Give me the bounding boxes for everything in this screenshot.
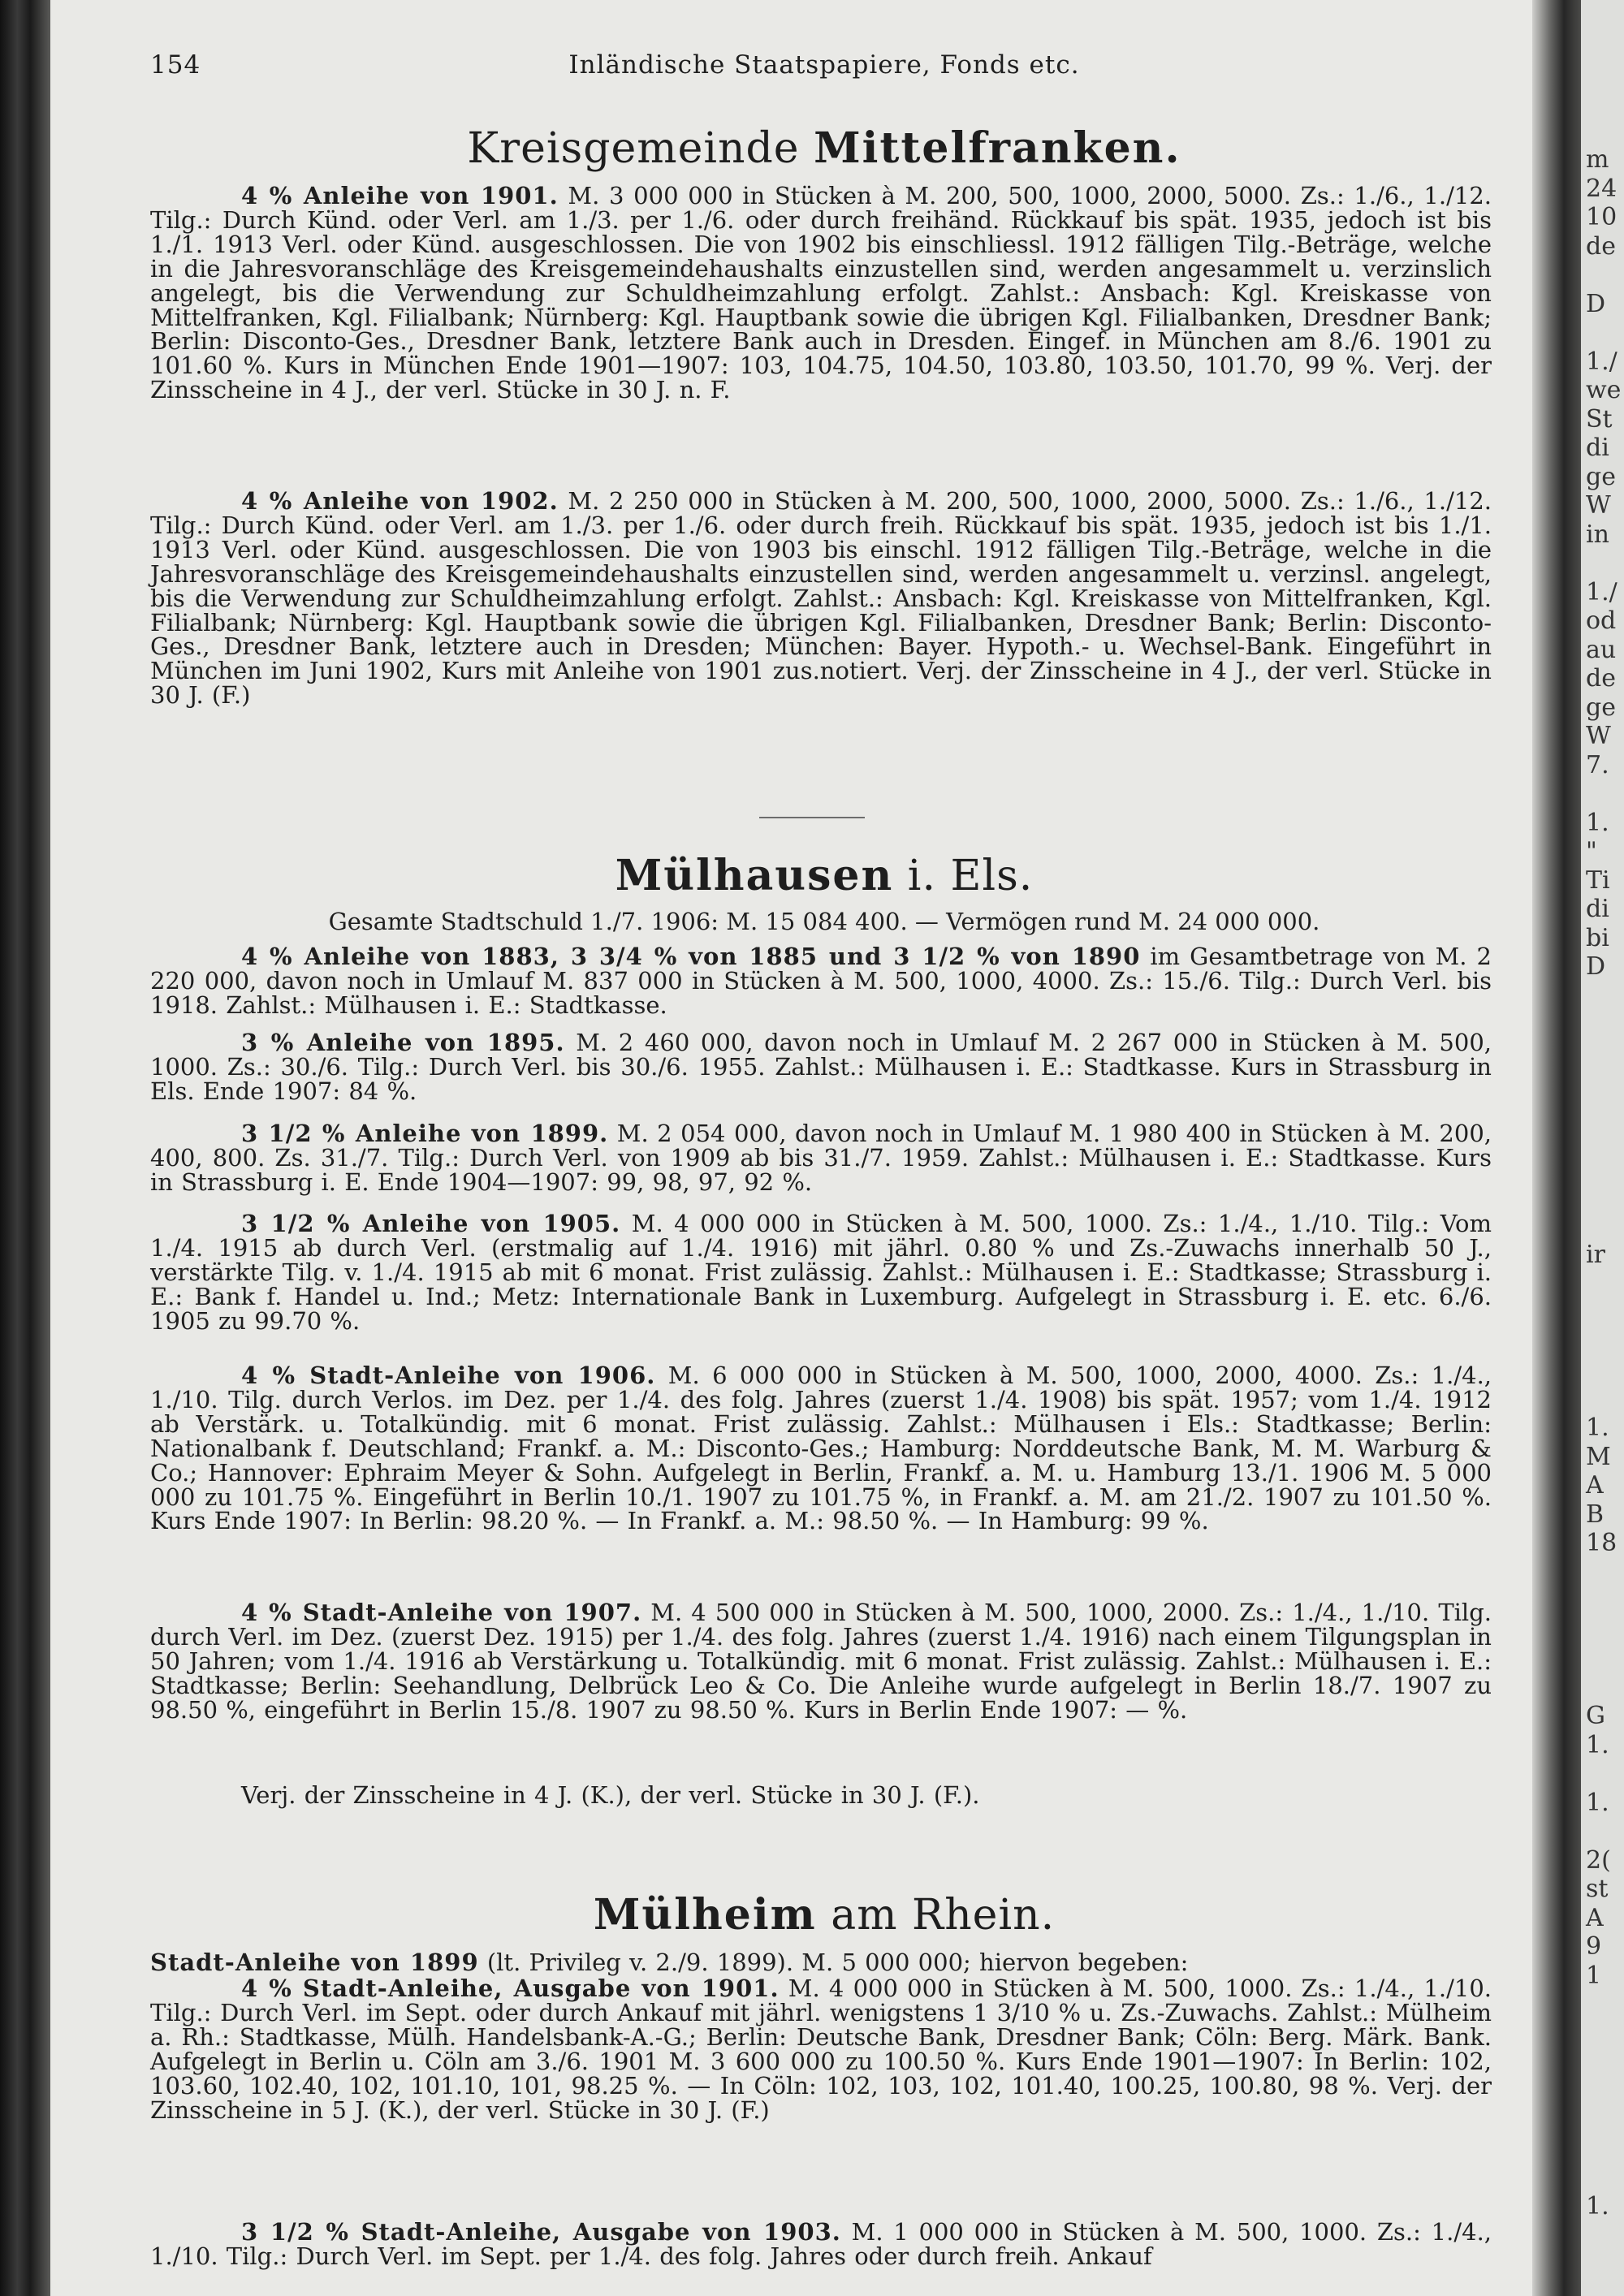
adjacent-page-fragment: ge xyxy=(1586,693,1616,722)
adjacent-page-fragment: di xyxy=(1586,434,1609,462)
adjacent-page-fragment: Ti xyxy=(1586,865,1610,895)
entry-body: (lt. Privileg v. 2./9. 1899). M. 5 000 000; hiervon begeben: xyxy=(478,1949,1189,1976)
entry-anleihe-1901 xyxy=(150,184,1492,403)
entry-body: M. 2 250 000 in Stücken à M. 200, 500, 1000, 2000, 5000. Zs.: 1./6., 1./12. Tilg.: Durch Künd. oder Verl. am 1./3. per 1./6. oder durch freih. Rückkauf bis spät. 1935, jedoch ist bis 1./1. 1913 Verl. oder Künd. ausgeschlossen. Die von 1903 bis einschl. 1912 fälligen Tilg.-Beträge, welche in die Jahresvoranschläge des Kreisgemeindehaushalts einzustellen sind, werden angesammelt u. verzinsl. angelegt, bis die Verwendung zur Schuldheimzahlung erfolgt. Zahlst.: Ansbach: Kgl. Kreiskasse von Mittelfranken, Kgl. Filialbank; Nürnberg: Kgl. Hauptbank sowie die übrigen Kgl. Filialbanken, Dresdner Bank; Berlin: Disconto-Ges., Dresdner Bank, letztere auch in Dresden; München: Bayer. Hypoth.- u. Wechsel-Bank. Eingeführt in München im Juni 1902, Kurs mit Anleihe von 1901 zus.notiert. Verj. der Zinsscheine in 4 J., der verl. Stücke in 30 J. (F.) xyxy=(150,487,1492,710)
adjacent-page-fragment: W xyxy=(1586,722,1611,750)
adjacent-page-fragment: 24 xyxy=(1586,174,1618,203)
adjacent-page-fragment: 10 xyxy=(1586,203,1618,231)
adjacent-page-fragment: 1./ xyxy=(1586,577,1618,606)
entry-heading: 4 % Stadt-Anleihe von 1906. xyxy=(241,1362,656,1389)
adjacent-page-fragment: m xyxy=(1586,145,1609,174)
entry-stadt-anleihe-1907 xyxy=(150,1601,1492,1723)
adjacent-page-fragment: 2( xyxy=(1586,1845,1611,1875)
section-title-mittelfranken: Kreisgemeinde Mittelfranken. xyxy=(467,123,1181,173)
section-title-muelhausen: Mülhausen i. Els. xyxy=(615,851,1034,900)
adjacent-page-fragment: st xyxy=(1586,1875,1609,1903)
adjacent-page-fragment: 7. xyxy=(1586,750,1609,779)
adjacent-page-fragment: we xyxy=(1586,376,1622,404)
entry-anleihe-1895 xyxy=(150,1031,1492,1104)
entry-body: M. 3 000 000 in Stücken à M. 200, 500, 1000, 2000, 5000. Zs.: 1./6., 1./12. Tilg.: Durch Künd. oder Verl. am 1./3. per 1./6. oder durch freihänd. Rückkauf bis spät. 1935, jedoch ist bis 1./1. 1913 Verl. oder Künd. ausgeschlossen. Die von 1902 bis einschliessl. 1912 fälligen Tilg.-Beträge, welche in die Jahresvoranschläge des Kreisgemeindehaushalts einzustellen sind, werden angesammelt u. verzinslich angelegt, bis die Verwendung zur Schuldheimzahlung erfolgt. Zahlst.: Ansbach: Kgl. Kreiskasse von Mittelfranken, Kgl. Filialbank; Nürnberg: Kgl. Hauptbank sowie die übrigen Kgl. Filialbanken, Dresdner Bank; Berlin: Disconto-Ges., Dresdner Bank, letztere Bank auch in Dresden. Eingef. in München am 8./6. 1901 zu 101.60 %. Kurs in München Ende 1901—1907: 103, 104.75, 104.50, 103.80, 103.50, 101.70, 99 %. Verj. der Zinsscheine in 4 J., der verl. Stücke in 30 J. n. F. xyxy=(150,182,1492,404)
adjacent-page-fragment: 1. xyxy=(1586,1413,1609,1442)
entry-body: M. 2 054 000, davon noch in Umlauf M. 1 980 400 in Stücken à M. 200, 400, 800. Zs. 31./7. Tilg.: Durch Verl. von 1909 ab bis 31./7. 1959. Zahlst.: Mülhausen i. E.: Stadtkasse. Kurs in Strassburg i. E. Ende 1904—1907: 99, 98, 97, 92 %. xyxy=(150,1120,1492,1196)
adjacent-page-fragment: G xyxy=(1586,1702,1605,1730)
entry-heading: 4 % Stadt-Anleihe von 1907. xyxy=(241,1599,642,1626)
entry-anleihe-1905 xyxy=(150,1212,1492,1334)
adjacent-page-fragment: 1 xyxy=(1586,1961,1602,1990)
entry-heading: 4 % Anleihe von 1901. xyxy=(241,182,559,209)
adjacent-page-fragment: 1. xyxy=(1586,1730,1609,1759)
entry-heading: 4 % Anleihe von 1902. xyxy=(241,487,559,515)
section-title-muelheim: Mülheim am Rhein. xyxy=(593,1890,1056,1940)
entry-body: M. 6 000 000 in Stücken à M. 500, 1000, 2000, 4000. Zs.: 1./4., 1./10. Tilg. durch Verlos. im Dez. per 1./4. des folg. Jahres (zuerst 1./4. 1908) bis spät. 1957; vom 1./4. 1912 ab Verstärk. u. Totalkündig. mit 6 monat. Frist zulässig. Zahlst.: Mülhausen i Els.: Stadtkasse; Berlin: Nationalbank f. Deutschland; Frankf. a. M.: Disconto-Ges.; Hamburg: Norddeutsche Bank, M. M. Warburg & Co.; Hannover: Ephraim Meyer & Sohn. Aufgelegt in Berlin, Frankf. a. M. u. Hamburg 13./1. 1906 M. 5 000 000 zu 101.75 %. Eingeführt in Berlin 10./1. 1907 zu 101.75 %, in Frankf. a. M. am 21./2. 1907 zu 101.50 %. Kurs Ende 1907: In Berlin: 98.20 %. — In Frankf. a. M.: 98.50 %. — In Hamburg: 99 %. xyxy=(150,1362,1492,1535)
adjacent-page-fragment: di xyxy=(1586,895,1609,923)
entry-ausgabe-1903 xyxy=(150,2220,1492,2269)
page-gutter xyxy=(1532,0,1581,2296)
adjacent-page-fragment: in xyxy=(1586,520,1609,549)
entry-body: Verj. der Zinsscheine in 4 J. (K.), der verl. Stücke in 30 J. (F.). xyxy=(241,1781,980,1809)
entry-heading: 3 1/2 % Anleihe von 1905. xyxy=(241,1210,621,1237)
adjacent-page-fragment: ir xyxy=(1586,1241,1605,1269)
adjacent-page-fragment: 1. xyxy=(1586,1788,1609,1817)
adjacent-page-fragment: od xyxy=(1586,606,1617,635)
adjacent-page-fragment: 1. xyxy=(1586,2191,1609,2220)
entry-heading: 4 % Stadt-Anleihe, Ausgabe von 1901. xyxy=(241,1974,780,2002)
adjacent-page-fragment: 1./ xyxy=(1586,347,1618,376)
adjacent-page-fragment: B xyxy=(1586,1500,1605,1529)
adjacent-page-fragment: de xyxy=(1586,664,1616,693)
adjacent-page-fragment: A xyxy=(1586,1903,1604,1932)
entry-body: M. 2 460 000, davon noch in Umlauf M. 2 267 000 in Stücken à M. 500, 1000. Zs.: 30./6. Tilg.: Durch Verl. bis 30./6. 1955. Zahlst.: Mülhausen i. E.: Stadtkasse. Kurs in Strassburg in Els. Ende 1907: 84 %. xyxy=(150,1029,1492,1105)
entry-anleihe-1902 xyxy=(150,487,1492,710)
adjacent-page-fragment: D xyxy=(1586,952,1606,981)
entry-verjaehrung-note xyxy=(150,1781,1492,1809)
adjacent-page-fragment: " xyxy=(1586,837,1597,865)
entry-heading: 3 1/2 % Anleihe von 1899. xyxy=(241,1120,609,1147)
entry-ausgabe-1901 xyxy=(150,1974,1492,2124)
adjacent-page-fragment: St xyxy=(1586,404,1613,434)
entry-body: M. 4 000 000 in Stücken à M. 500, 1000. Zs.: 1./4., 1./10. Tilg.: Vom 1./4. 1915 ab durch Verl. (erstmalig auf 1./4. 1916) mit jährl. 0.80 % und Zs.-Zuwachs innerhalb 50 J., verstärkte Tilg. v. 1./4. 1915 ab mit 6 monat. Frist zulässig. Zahlst.: Mülhausen i. E.: Stadtkasse; Strassburg i. E.: Bank f. Handel u. Ind.; Metz: Internationale Bank in Luxemburg. Aufgelegt in Strassburg i. E. etc. 6./6. 1905 zu 99.70 %. xyxy=(150,1210,1492,1335)
adjacent-page-fragment: au xyxy=(1586,635,1617,664)
adjacent-page-edge xyxy=(1581,0,1624,2296)
entry-stadt-anleihe-1906 xyxy=(150,1364,1492,1534)
entry-body: M. 4 500 000 in Stücken à M. 500, 1000, 2000. Zs.: 1./4., 1./10. Tilg. durch Verl. im Dez. (zuerst Dez. 1915) per 1./4. des folg. Jahres (zuerst 1./4. 1916) nach einem Tilgungsplan in 50 Jahren; vom 1./4. 1916 ab Verstärkung u. Totalkündig. mit 6 monat. Frist zulässig. Zahlst.: Mülhausen i. E.: Stadtkasse; Berlin: Seehandlung, Delbrück Leo & Co. Die Anleihe wurde aufgelegt in Berlin 18./7. 1907 zu 98.50 %, eingeführt in Berlin 15./8. 1907 zu 98.50 %. Kurs in Berlin Ende 1907: — %. xyxy=(150,1599,1492,1724)
adjacent-page-fragment: de xyxy=(1586,231,1616,261)
page-number: 154 xyxy=(150,50,201,80)
entry-body: M. 4 000 000 in Stücken à M. 500, 1000. Zs.: 1./4., 1./10. Tilg.: Durch Verl. im Sept. oder durch Ankauf mit jährl. wenigstens 1 3/10 % u. Zs.-Zuwachs. Zahlst.: Mülheim a. Rh.: Stadtkasse, Mülh. Handelsbank-A.-G.; Berlin: Deutsche Bank, Dresdner Bank; Cöln: Berg. Märk. Bank. Aufgelegt in Berlin u. Cöln am 3./6. 1901 M. 3 600 000 zu 100.50 %. Kurs Ende 1901—1907: In Berlin: 102, 103.60, 102.40, 102, 101.10, 101, 98.25 %. — In Cöln: 102, 103, 102, 101.40, 100.25, 100.80, 98 %. Verj. der Zinsscheine in 5 J. (K.), der verl. Stücke in 30 J. (F.) xyxy=(150,1974,1492,2124)
adjacent-page-fragment: A xyxy=(1586,1471,1604,1500)
entry-body: im Gesamtbetrage von M. 2 220 000, davon noch in Umlauf M. 837 000 in Stücken à M. 500, 1000, 4000. Zs.: 15./6. Tilg.: Durch Verl. bis 1918. Zahlst.: Mülhausen i. E.: Stadtkasse. xyxy=(150,943,1492,1019)
entry-heading: Stadt-Anleihe von 1899 xyxy=(150,1949,479,1976)
book-binding-shadow xyxy=(0,0,50,2296)
running-title: Inländische Staatspapiere, Fonds etc. xyxy=(568,50,1080,80)
entry-body: M. 1 000 000 in Stücken à M. 500, 1000. Zs.: 1./4., 1./10. Tilg.: Durch Verl. im Sept. per 1./4. des folg. Jahres oder durch freih. Ankauf xyxy=(150,2218,1492,2270)
adjacent-page-fragment: D xyxy=(1586,289,1606,318)
adjacent-page-fragment: 9 xyxy=(1586,1932,1602,1961)
entry-anleihe-1883 xyxy=(150,945,1492,1018)
adjacent-page-fragment: 1. xyxy=(1586,808,1609,837)
adjacent-page-fragment: W xyxy=(1586,491,1611,520)
adjacent-page-fragment: bi xyxy=(1586,923,1609,952)
entry-anleihe-1899 xyxy=(150,1122,1492,1195)
adjacent-page-fragment: 18 xyxy=(1586,1529,1618,1557)
adjacent-page-fragment: M xyxy=(1586,1442,1611,1471)
section-divider xyxy=(759,817,865,818)
entry-heading: 4 % Anleihe von 1883, 3 3/4 % von 1885 und 3 1/2 % von 1890 xyxy=(241,943,1141,970)
entry-stadt-anleihe-1899 xyxy=(150,1951,1492,1975)
section-subtitle: Gesamte Stadtschuld 1./7. 1906: M. 15 084 400. — Vermögen rund M. 24 000 000. xyxy=(328,908,1320,935)
adjacent-page-fragment: ge xyxy=(1586,462,1616,491)
running-header xyxy=(150,50,1498,86)
entry-heading: 3 % Anleihe von 1895. xyxy=(241,1029,565,1056)
entry-heading: 3 1/2 % Stadt-Anleihe, Ausgabe von 1903. xyxy=(241,2218,841,2246)
